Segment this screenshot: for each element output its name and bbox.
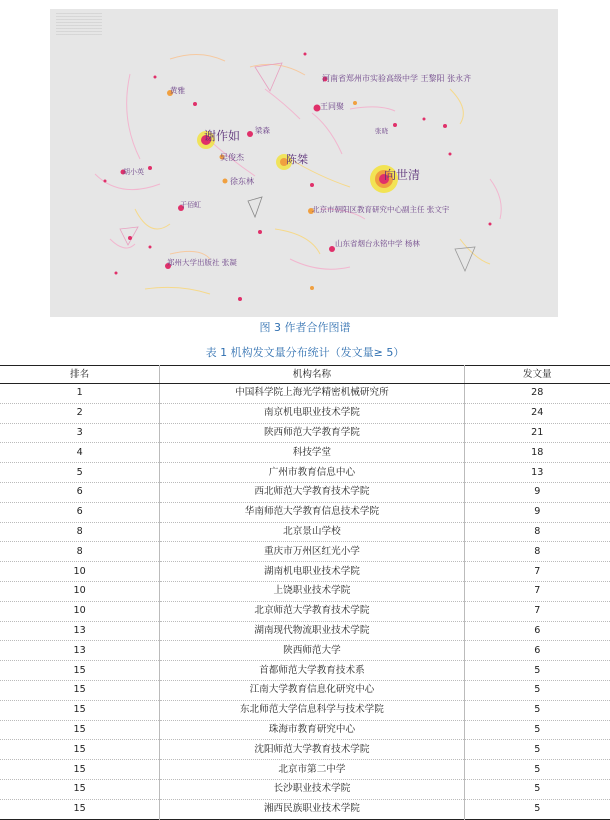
node-core (223, 179, 228, 184)
header-name: 机构名称 (160, 366, 464, 384)
table-row (0, 443, 610, 463)
edge (490, 179, 501, 219)
count-cell: 5 (534, 704, 541, 716)
count-cell: 5 (534, 783, 541, 795)
rank-cell: 6 (0, 502, 160, 522)
rank-cell: 4 (0, 443, 160, 463)
node-core (310, 183, 314, 187)
rank-cell: 8 (0, 522, 160, 542)
node-label: 吴俊杰 (220, 153, 244, 162)
count-cell: 7 (534, 585, 541, 597)
node-label: 张晓 (375, 127, 388, 135)
node-core (193, 102, 197, 106)
name-cell: 中国科学院上海光学精密机械研究所 (160, 384, 464, 404)
node-core (154, 76, 157, 79)
rank-cell: 10 (0, 562, 160, 582)
node-core (304, 53, 307, 56)
header-rank: 排名 (0, 366, 160, 384)
count-cell: 13 (531, 466, 544, 478)
edge (312, 113, 342, 154)
node-label: 陈桀 (286, 153, 308, 166)
rank-cell: 2 (0, 403, 160, 423)
edge (170, 54, 225, 61)
node-label: 徐东林 (230, 177, 254, 186)
node-label: 河南省郑州市实验高级中学 王黎阳 张永齐 (322, 74, 472, 83)
name-cell: 北京师范大学教育技术学院 (160, 601, 464, 621)
rank-cell: 13 (0, 641, 160, 661)
node-label: 郑州大学出版社 张凝 (167, 258, 237, 267)
table-row (0, 384, 610, 404)
table-row (0, 482, 610, 502)
count-cell: 9 (534, 486, 541, 498)
institution-table (0, 365, 610, 820)
name-cell: 陕西师范大学教育学院 (160, 423, 464, 443)
node-label: 梁森 (255, 126, 270, 135)
name-cell: 华南师范大学教育信息技术学院 (160, 502, 464, 522)
edge-triangle (455, 247, 475, 271)
count-cell: 6 (534, 624, 541, 636)
edge (145, 287, 210, 294)
rank-cell: 15 (0, 779, 160, 799)
name-cell: 长沙职业技术学院 (160, 779, 464, 799)
edge (290, 259, 350, 269)
count-cell: 7 (534, 605, 541, 617)
name-cell: 珠海市教育研究中心 (160, 720, 464, 740)
table-row (0, 601, 610, 621)
node-core (104, 180, 107, 183)
node-core (128, 236, 132, 240)
table-row (0, 562, 610, 582)
table-row (0, 522, 610, 542)
table-row (0, 502, 610, 522)
node-core (353, 101, 357, 105)
table-row (0, 700, 610, 720)
name-cell: 湖南现代物流职业技术学院 (160, 621, 464, 641)
name-cell: 北京市第二中学 (160, 760, 464, 780)
table-row (0, 661, 610, 681)
table-row (0, 760, 610, 780)
count-cell: 6 (534, 644, 541, 656)
rank-cell: 15 (0, 799, 160, 819)
edge-triangle (248, 197, 262, 217)
name-cell: 南京机电职业技术学院 (160, 403, 464, 423)
node-core (238, 297, 242, 301)
rank-cell: 3 (0, 423, 160, 443)
edge (127, 74, 140, 159)
node-core (423, 118, 426, 121)
edge-triangle (120, 227, 138, 245)
count-cell: 8 (534, 545, 541, 557)
rank-cell: 15 (0, 720, 160, 740)
name-cell: 上饶职业技术学院 (160, 581, 464, 601)
count-cell: 5 (534, 763, 541, 775)
count-cell: 9 (534, 506, 541, 518)
name-cell: 首都师范大学教育技术系 (160, 661, 464, 681)
table-row (0, 542, 610, 562)
count-cell: 5 (534, 684, 541, 696)
node-core (148, 166, 152, 170)
node-core (149, 246, 152, 249)
rank-cell: 10 (0, 601, 160, 621)
edge-triangle (255, 63, 282, 91)
count-cell: 28 (531, 387, 544, 399)
name-cell: 西北师范大学教育技术学院 (160, 482, 464, 502)
table-row (0, 581, 610, 601)
rank-cell: 15 (0, 740, 160, 760)
name-cell: 湖南机电职业技术学院 (160, 562, 464, 582)
node-label: 黄雅 (170, 86, 185, 95)
count-cell: 24 (531, 407, 544, 419)
table-row (0, 779, 610, 799)
edge (275, 229, 320, 254)
count-cell: 18 (531, 446, 544, 458)
count-cell: 21 (531, 426, 544, 438)
edge (110, 239, 135, 248)
figure-caption: 图 3 作者合作图谱 (259, 321, 351, 334)
count-cell: 5 (534, 803, 541, 815)
table-header-row (0, 366, 610, 384)
table-row (0, 621, 610, 641)
node-core (443, 124, 447, 128)
node-label: 谢作如 (204, 129, 241, 143)
name-cell: 广州市教育信息中心 (160, 463, 464, 483)
rank-cell: 10 (0, 581, 160, 601)
rank-cell: 15 (0, 661, 160, 681)
rank-cell: 15 (0, 680, 160, 700)
node-core (489, 223, 492, 226)
table-row (0, 680, 610, 700)
table-row (0, 463, 610, 483)
graph-legend (56, 13, 102, 35)
node-label: 胡小英 (123, 168, 144, 176)
count-cell: 5 (534, 723, 541, 735)
node-label: 王同聚 (320, 102, 344, 111)
count-cell: 8 (534, 525, 541, 537)
table-row (0, 423, 610, 443)
table-row (0, 720, 610, 740)
coauthor-network-graph (50, 9, 558, 317)
rank-cell: 8 (0, 542, 160, 562)
edge (460, 239, 490, 264)
table-row (0, 799, 610, 819)
edge (350, 107, 395, 111)
count-cell: 7 (534, 565, 541, 577)
node-label: 向世清 (384, 168, 421, 182)
rank-cell: 6 (0, 482, 160, 502)
rank-cell: 1 (0, 384, 160, 404)
node-core (393, 123, 397, 127)
rank-cell: 15 (0, 700, 160, 720)
name-cell: 东北师范大学信息科学与技术学院 (160, 700, 464, 720)
edge (135, 209, 170, 229)
node-core (115, 272, 118, 275)
node-label: 于佰虹 (180, 201, 201, 209)
rank-cell: 13 (0, 621, 160, 641)
name-cell: 江南大学教育信息化研究中心 (160, 680, 464, 700)
name-cell: 重庆市万州区红光小学 (160, 542, 464, 562)
table-caption: 表 1 机构发文量分布统计（发文量≥ 5） (205, 346, 405, 359)
node-label: 北京市朝阳区教育研究中心副主任 张文宇 (312, 205, 450, 214)
node-core (258, 230, 262, 234)
table-row (0, 403, 610, 423)
node-core (449, 153, 452, 156)
node-core (247, 131, 253, 137)
edge (450, 89, 463, 124)
name-cell: 科技学堂 (160, 443, 464, 463)
name-cell: 北京景山学校 (160, 522, 464, 542)
count-cell: 5 (534, 743, 541, 755)
header-count: 发文量 (464, 366, 610, 384)
node-core (310, 286, 314, 290)
name-cell: 沈阳师范大学教育技术学院 (160, 740, 464, 760)
table-row (0, 641, 610, 661)
name-cell: 陕西师范大学 (160, 641, 464, 661)
table-row (0, 740, 610, 760)
name-cell: 湘西民族职业技术学院 (160, 799, 464, 819)
node-label: 山东省烟台永铭中学 杨林 (335, 239, 420, 248)
rank-cell: 15 (0, 760, 160, 780)
rank-cell: 5 (0, 463, 160, 483)
count-cell: 5 (534, 664, 541, 676)
edge (265, 89, 300, 119)
